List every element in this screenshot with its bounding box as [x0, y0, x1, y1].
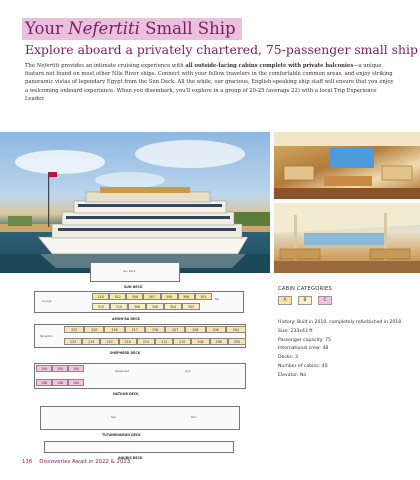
hathor-row — [36, 365, 84, 372]
fact-label: Elevator: — [278, 372, 299, 378]
legend-item-a — [278, 296, 292, 305]
ship-illustration — [0, 132, 270, 273]
legend-items — [278, 296, 332, 305]
footer-text: Discoveries Await in 2022 & 2023 — [39, 459, 131, 465]
fact-value: Built in 2010, completely refurbished in 2018 — [297, 320, 402, 325]
cabin: 105 — [52, 365, 68, 372]
cabin: 214 — [137, 338, 155, 345]
cabin: 212 — [155, 338, 173, 345]
deck-label-amon-ra: AMON-RA DECK — [112, 317, 141, 321]
fact-value: 233x43 ft — [290, 328, 313, 334]
cabin: 302 — [182, 303, 200, 310]
tut-row — [36, 379, 84, 386]
cabin: 220 — [84, 326, 104, 333]
cabin: 206 — [210, 338, 228, 345]
legend-item-b — [298, 296, 312, 305]
cabin: 208 — [185, 326, 205, 333]
deck-photo — [274, 203, 420, 273]
intro-paragraph: The Nefertiti provides an intimate cruising experience with all outside-facing cabins complete with private balconies—a unique feature not found on most other Nile River ships. Connect with your fellow travelers in the comfortable common areas, and enjoy striking panoramic vistas of legendary Egypt from the Sun Deck. All the while, our gracious, English-speaking ship staff will ensure that you enjoy a welcoming onboard experience. When you disembark, you'll explore in a group of 20-25 (average 22) with a local Trip Experience Leader. — [25, 63, 394, 102]
amon-row-b — [92, 303, 200, 310]
fact-label: Decks: — [278, 355, 294, 361]
cabin: 206 — [206, 326, 226, 333]
fact-label: Size: — [278, 328, 289, 334]
fact-elevator — [278, 373, 403, 378]
ship-facts — [278, 320, 403, 382]
deck-label-sun: SUN DECK — [124, 285, 143, 289]
cabin: 208 — [191, 338, 209, 345]
anubis-deck-plan — [44, 441, 234, 453]
lounge-photo — [274, 132, 420, 199]
shepherd-row-a — [64, 326, 246, 333]
cabin: 108 — [36, 379, 52, 386]
cabin: 217 — [125, 326, 145, 333]
fact-capacity — [278, 338, 403, 343]
cabin: 205 — [228, 338, 246, 345]
cabin: 100 — [68, 365, 84, 372]
room-pool: Pool — [191, 416, 197, 419]
title-highlight — [22, 18, 242, 40]
cabin: 223 — [64, 338, 82, 345]
deck-label-tutankhamun: TUTANKHAMUN DECK — [102, 433, 141, 437]
deck-plans — [20, 258, 252, 463]
amon-row-a — [92, 293, 212, 300]
cabin: 106 — [52, 379, 68, 386]
fact-label: International crew: — [278, 346, 321, 352]
cabin: 304 — [164, 303, 182, 310]
fact-value: 3 — [294, 355, 298, 361]
room-spa: Spa — [111, 416, 116, 419]
cabin-legend — [278, 286, 332, 305]
room-sun: Sun Deck — [123, 270, 136, 273]
fact-value: 40 — [321, 363, 328, 369]
cabin: 222 — [64, 326, 84, 333]
room-reception: Reception — [40, 335, 53, 338]
fact-label: Passenger capacity: — [278, 337, 324, 343]
cabin: 315 — [92, 303, 110, 310]
fact-label: Number of cabins: — [278, 363, 321, 369]
cabin: 204 — [226, 326, 246, 333]
deck-label-hathor: HATHOR DECK — [113, 392, 139, 396]
fact-cabins — [278, 364, 403, 369]
legend-swatch: C — [318, 296, 332, 305]
cabin: 306 — [126, 293, 143, 300]
legend-title: CABIN CATEGORIES — [278, 286, 333, 292]
shepherd-row-b — [64, 338, 246, 345]
sun-deck-plan — [90, 262, 180, 282]
page-number: 136 — [22, 459, 33, 465]
cabin: 306 — [146, 303, 164, 310]
ship-photo — [0, 132, 270, 273]
lounge-illustration — [274, 132, 420, 199]
fact-history — [278, 320, 403, 325]
cabin: 301 — [195, 293, 212, 300]
legend-swatch: B — [298, 296, 312, 305]
cabin: 310 — [110, 303, 128, 310]
fact-value: 75 — [325, 337, 331, 343]
cabin: 308 — [161, 293, 178, 300]
cabin: 104 — [68, 379, 84, 386]
cabin: 218 — [92, 293, 109, 300]
fact-decks — [278, 355, 403, 360]
cabin: 218 — [104, 326, 124, 333]
legend-swatch: A — [278, 296, 292, 305]
page-subtitle: Explore aboard a privately chartered, 75-passenger small ship — [25, 42, 418, 57]
cabin: 219 — [82, 338, 100, 345]
room-bar: Bar — [215, 298, 220, 301]
cabin: 312 — [109, 293, 126, 300]
room-lounge: Lounge — [42, 300, 52, 303]
cabin: 218 — [145, 326, 165, 333]
cabin: 109 — [36, 365, 52, 372]
tutankhamun-deck-plan — [40, 406, 240, 430]
fact-size — [278, 329, 403, 334]
fact-value: No — [299, 372, 307, 378]
room-restaurant: Restaurant — [115, 370, 130, 373]
cabin: 306 — [178, 293, 195, 300]
fact-crew — [278, 346, 403, 351]
deck-label-anubis: ANUBIS DECK — [118, 456, 143, 460]
page-title: Your Nefertiti Small Ship — [25, 19, 236, 38]
cabin: 307 — [143, 293, 160, 300]
cabin: 216 — [119, 338, 137, 345]
cabin: 220 — [100, 338, 118, 345]
deck-label-shepherd: SHEPHERD DECK — [110, 351, 141, 355]
fact-label: History: — [278, 320, 296, 325]
cabin: 207 — [165, 326, 185, 333]
cabin: 308 — [128, 303, 146, 310]
cabin: 210 — [173, 338, 191, 345]
fact-value: 48 — [322, 346, 329, 352]
room-gym: Gym — [185, 370, 192, 373]
legend-item-c — [318, 296, 332, 305]
page-footer — [22, 459, 130, 465]
deck-illustration — [274, 203, 420, 273]
